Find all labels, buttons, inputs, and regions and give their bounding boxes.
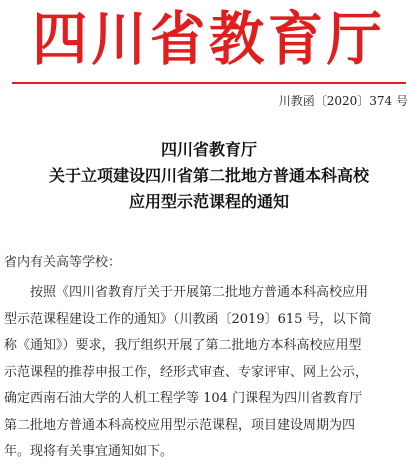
body-line: 称《通知》）要求，我厅组织开展了第二批地方本科高校应用型 — [4, 338, 362, 353]
body-line: 型示范课程建设工作的通知》（川教函〔2019〕615 号，以下简 — [4, 311, 372, 327]
title-line-3: 应用型示范课程的通知 — [128, 192, 289, 211]
salutation: 省内有关高等学校： — [4, 255, 122, 270]
title-line-2: 关于立项建设四川省第二批地方普通本科高校 — [48, 166, 369, 185]
body-line: 示范课程的推荐申报工作，经形式审查、专家评审、网上公示， — [4, 364, 369, 380]
body-line: 确定西南石油大学的人机工程学等 104 门课程为四川省教育厅 — [4, 391, 363, 406]
body-line: 年。现将有关事宜通知如下。 — [4, 444, 174, 459]
body-line: 按照《四川省教育厅关于开展第二批地方普通本科高校应用 — [30, 285, 369, 300]
document-number: 川教函〔2020〕374 号 — [278, 94, 408, 108]
title-issuer: 四川省教育厅 — [160, 140, 257, 159]
letterhead-title: 四川省教育厅 — [32, 5, 386, 73]
body-line: 第二批地方普通本科高校应用型示范课程，项目建设周期为四 — [4, 417, 356, 433]
letterhead — [0, 4, 418, 78]
body-paragraph — [4, 280, 412, 466]
notice-title — [0, 137, 418, 215]
red-divider-line — [12, 82, 406, 84]
